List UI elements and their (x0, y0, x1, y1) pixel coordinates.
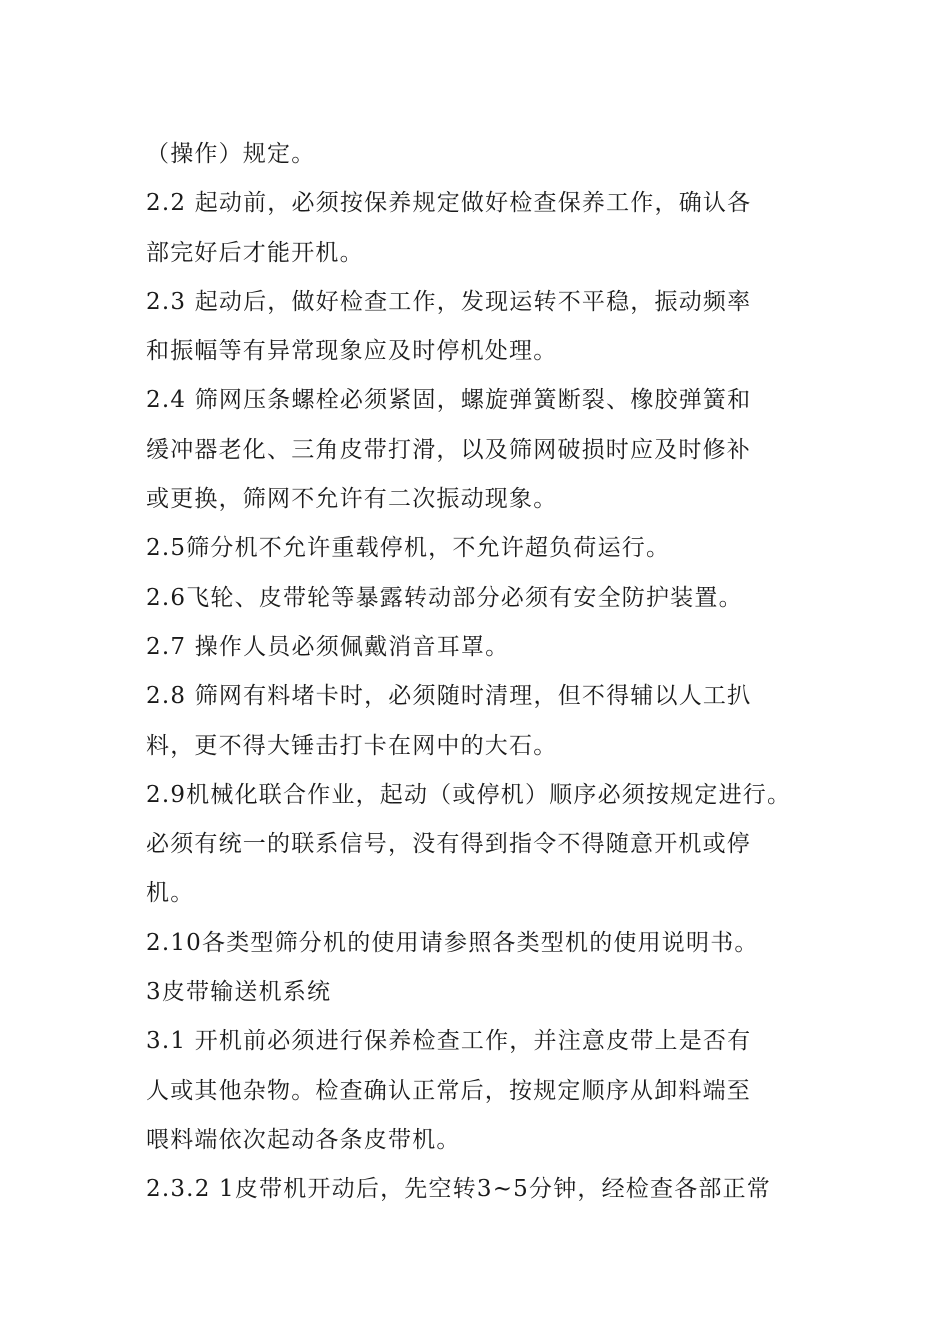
text-line: 2.9机械化联合作业，起动（或停机）顺序必须按规定进行。 (146, 781, 792, 808)
text-line: 或更换，筛网不允许有二次振动现象。 (146, 486, 558, 513)
text-line: （操作）规定。 (146, 141, 316, 167)
text-line: 人或其他杂物。检查确认正常后，按规定顺序从卸料端至 (146, 1077, 751, 1104)
text-line: 喂料端依次起动各条皮带机。 (146, 1126, 461, 1153)
text-line: 部完好后才能开机。 (146, 239, 364, 266)
text-line: 2.6飞轮、皮带轮等暴露转动部分必须有安全防护装置。 (146, 584, 743, 611)
text-line: 缓冲器老化、三角皮带打滑，以及筛网破损时应及时修补 (146, 436, 751, 463)
text-line: 必须有统一的联系信号，没有得到指令不得随意开机或停 (146, 831, 751, 858)
text-line: 机。 (146, 880, 195, 907)
text-line: 和振幅等有异常现象应及时停机处理。 (146, 338, 558, 365)
section-heading: 3皮带输送机系统 (146, 979, 332, 1006)
text-line: 2.3.2 1皮带机开动后，先空转3~5分钟，经检查各部正常 (146, 1176, 772, 1203)
text-line: 3.1 开机前必须进行保养检查工作，并注意皮带上是否有 (146, 1028, 752, 1055)
text-line: 料，更不得大锤击打卡在网中的大石。 (146, 732, 558, 759)
text-line: 2.3 起动后，做好检查工作，发现运转不平稳，振动频率 (146, 288, 752, 315)
text-line: 2.8 筛网有料堵卡时，必须随时清理，但不得辅以人工扒 (146, 683, 752, 710)
text-line: 2.4 筛网压条螺栓必须紧固，螺旋弹簧断裂、橡胶弹簧和 (146, 387, 752, 414)
document-body (146, 130, 816, 1215)
text-line: 2.10各类型筛分机的使用请参照各类型机的使用说明书。 (146, 929, 759, 956)
text-line: 2.7 操作人员必须佩戴消音耳罩。 (146, 633, 510, 660)
text-line: 2.2 起动前，必须按保养规定做好检查保养工作，确认各 (146, 190, 752, 217)
text-line: 2.5筛分机不允许重载停机，不允许超负荷运行。 (146, 535, 671, 562)
